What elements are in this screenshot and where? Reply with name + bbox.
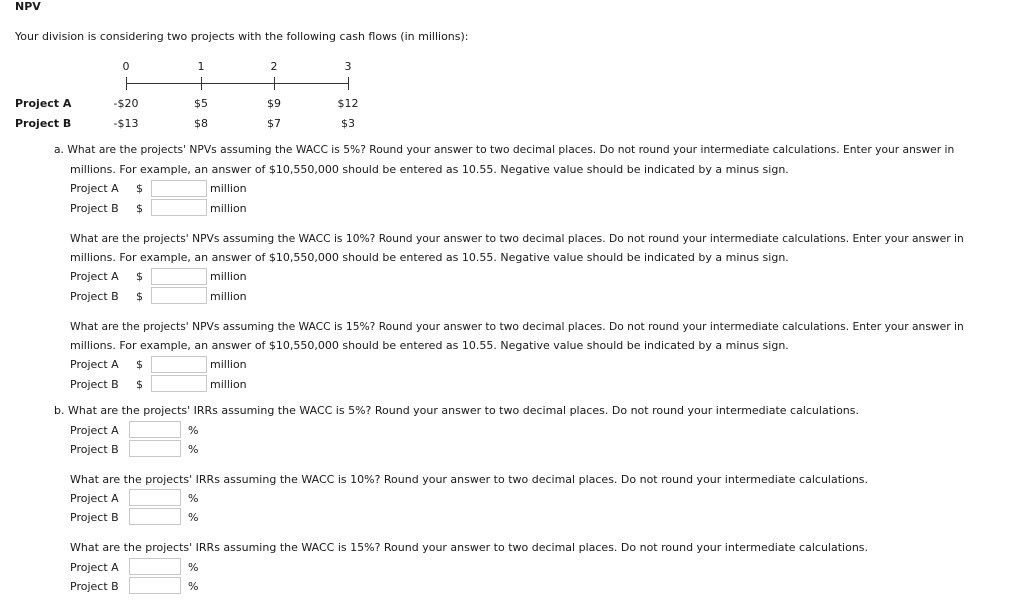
npv-5-project-b-input[interactable]	[151, 199, 207, 216]
npv-question-5: a. What are the projects' NPVs assuming the WACC is 5%? Round your answer to two decimal places. Do not round your intermediate calculations. Enter your answer in	[54, 143, 955, 156]
dollar-sign: $	[136, 202, 143, 215]
irr-10-project-a-input[interactable]	[129, 489, 181, 506]
million-unit: million	[210, 182, 247, 195]
timeline-tick	[126, 77, 127, 90]
page-title: NPV	[15, 0, 41, 13]
cash-flow-value: -$20	[113, 97, 139, 110]
intro-text: Your division is considering two projects with the following cash flows (in millions):	[15, 30, 469, 43]
irr-5-project-b-input[interactable]	[129, 440, 181, 457]
million-unit: million	[210, 378, 247, 391]
cash-flow-value: $12	[337, 97, 359, 110]
irr-5-project-a-input[interactable]	[129, 421, 181, 438]
timeline-tick	[201, 77, 202, 90]
project-a-label: Project A	[15, 97, 72, 110]
dollar-sign: $	[136, 182, 143, 195]
million-unit: million	[210, 290, 247, 303]
npv-10-project-a-label: Project A	[70, 270, 119, 283]
irr-15-project-a-label: Project A	[70, 561, 119, 574]
irr-15-project-a-input[interactable]	[129, 558, 181, 575]
million-unit: million	[210, 358, 247, 371]
period-label: 0	[122, 60, 130, 73]
percent-unit: %	[188, 511, 199, 524]
timeline-tick	[274, 77, 275, 90]
npv-10-project-b-label: Project B	[70, 290, 119, 303]
million-unit: million	[210, 202, 247, 215]
cash-flow-value: $8	[194, 117, 208, 130]
cash-flow-value: -$13	[113, 117, 139, 130]
period-label: 2	[270, 60, 278, 73]
dollar-sign: $	[136, 270, 143, 283]
irr-question-10: What are the projects' IRRs assuming the WACC is 10%? Round your answer to two decimal places. Do not round your intermediate calculations.	[70, 473, 869, 486]
percent-unit: %	[188, 580, 199, 593]
project-b-label: Project B	[15, 117, 72, 130]
period-label: 3	[344, 60, 352, 73]
dollar-sign: $	[136, 378, 143, 391]
irr-15-project-b-input[interactable]	[129, 577, 181, 594]
npv-15-project-a-input[interactable]	[151, 356, 207, 373]
npv-15-project-b-input[interactable]	[151, 375, 207, 392]
percent-unit: %	[188, 443, 199, 456]
percent-unit: %	[188, 492, 199, 505]
cash-flow-value: $7	[267, 117, 281, 130]
npv-5-project-a-input[interactable]	[151, 180, 207, 197]
irr-10-project-a-label: Project A	[70, 492, 119, 505]
irr-5-project-b-label: Project B	[70, 443, 119, 456]
cash-flow-value: $3	[341, 117, 355, 130]
npv-5-project-a-label: Project A	[70, 182, 119, 195]
period-label: 1	[197, 60, 205, 73]
npv-10-project-b-input[interactable]	[151, 287, 207, 304]
irr-question-15: What are the projects' IRRs assuming the WACC is 15%? Round your answer to two decimal places. Do not round your intermediate calculations.	[70, 541, 869, 554]
irr-question-5: b. What are the projects' IRRs assuming the WACC is 5%? Round your answer to two decimal places. Do not round your intermediate calculations.	[54, 404, 859, 417]
percent-unit: %	[188, 561, 199, 574]
npv-5-project-b-label: Project B	[70, 202, 119, 215]
npv-question-10: What are the projects' NPVs assuming the WACC is 10%? Round your answer to two decimal places. Do not round your intermediate calculations. Enter your answer in	[70, 232, 964, 245]
irr-10-project-b-label: Project B	[70, 511, 119, 524]
npv-15-project-a-label: Project A	[70, 358, 119, 371]
timeline-tick	[348, 77, 349, 90]
irr-10-project-b-input[interactable]	[129, 508, 181, 525]
npv-question-15: What are the projects' NPVs assuming the WACC is 15%? Round your answer to two decimal places. Do not round your intermediate calculations. Enter your answer in	[70, 320, 964, 333]
cash-flow-value: $9	[267, 97, 281, 110]
npv-10-project-a-input[interactable]	[151, 268, 207, 285]
percent-unit: %	[188, 424, 199, 437]
timeline-axis	[126, 83, 348, 84]
irr-15-project-b-label: Project B	[70, 580, 119, 593]
irr-5-project-a-label: Project A	[70, 424, 119, 437]
dollar-sign: $	[136, 290, 143, 303]
million-unit: million	[210, 270, 247, 283]
dollar-sign: $	[136, 358, 143, 371]
npv-question-5-cont: millions. For example, an answer of $10,550,000 should be entered as 10.55. Negative value should be indicated by a minus sign.	[70, 163, 789, 176]
npv-question-15-cont: millions. For example, an answer of $10,550,000 should be entered as 10.55. Negative value should be indicated by a minus sign.	[70, 339, 789, 352]
npv-question-10-cont: millions. For example, an answer of $10,550,000 should be entered as 10.55. Negative value should be indicated by a minus sign.	[70, 251, 789, 264]
npv-15-project-b-label: Project B	[70, 378, 119, 391]
cash-flow-value: $5	[194, 97, 208, 110]
